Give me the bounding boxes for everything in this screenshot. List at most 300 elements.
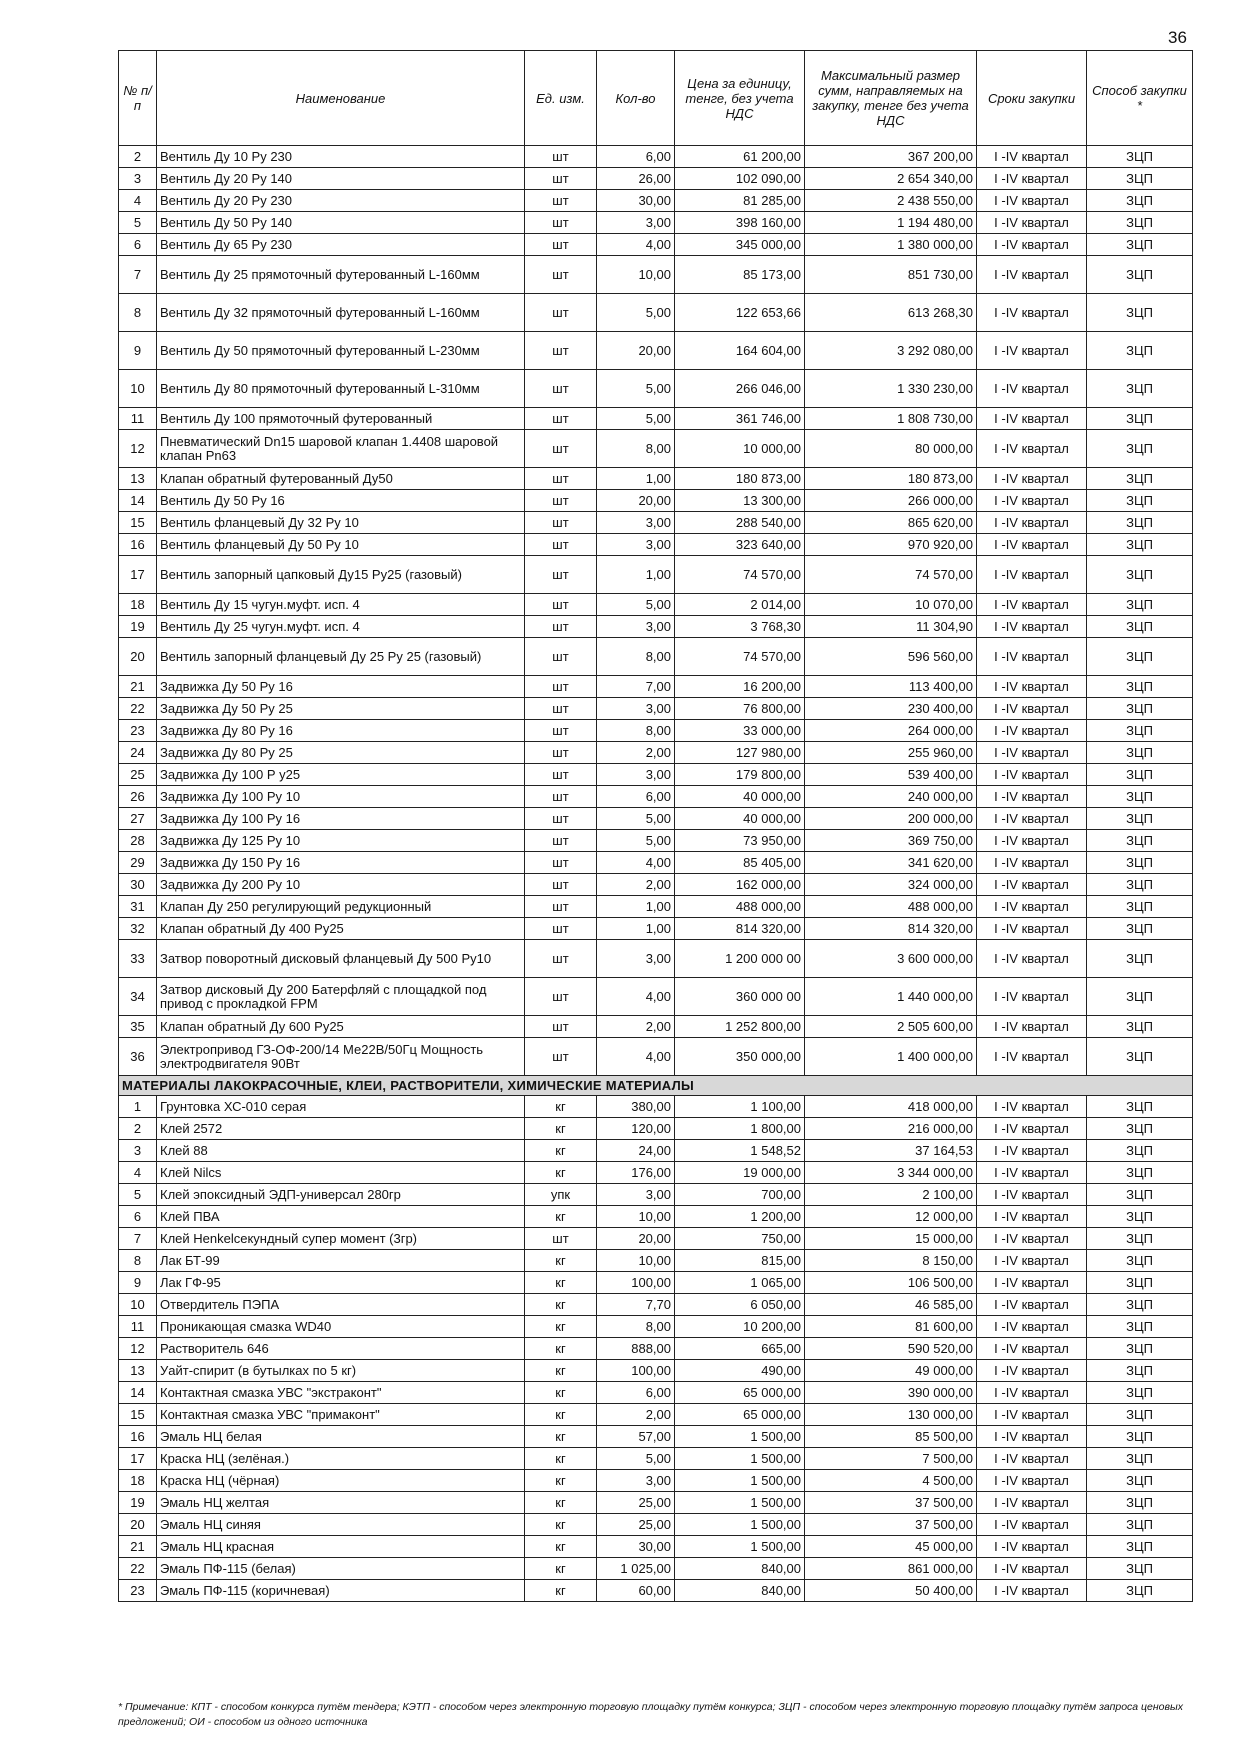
- price-cell: 65 000,00: [675, 1382, 805, 1404]
- item-name: Уайт-спирит (в бутылках по 5 кг): [157, 1360, 525, 1382]
- item-name: Задвижка Ду 80 Ру 25: [157, 742, 525, 764]
- price-cell: 73 950,00: [675, 830, 805, 852]
- method-cell: ЗЦП: [1087, 1382, 1193, 1404]
- qty-cell: 5,00: [597, 408, 675, 430]
- sum-cell: 12 000,00: [805, 1206, 977, 1228]
- term-cell: I -IV квартал: [977, 212, 1087, 234]
- term-cell: I -IV квартал: [977, 534, 1087, 556]
- item-name: Отвердитель ПЭПА: [157, 1294, 525, 1316]
- row-number: 6: [119, 1206, 157, 1228]
- price-cell: 10 200,00: [675, 1316, 805, 1338]
- item-name: Затвор дисковый Ду 200 Батерфляй с площадкой под привод с прокладкой FPM: [157, 978, 525, 1016]
- item-name: Клапан обратный Ду 400 Ру25: [157, 918, 525, 940]
- table-row: [119, 742, 1193, 764]
- term-cell: I -IV квартал: [977, 830, 1087, 852]
- row-number: 28: [119, 830, 157, 852]
- term-cell: I -IV квартал: [977, 676, 1087, 698]
- term-cell: I -IV квартал: [977, 1404, 1087, 1426]
- qty-cell: 1,00: [597, 468, 675, 490]
- table-row: [119, 146, 1193, 168]
- sum-cell: 814 320,00: [805, 918, 977, 940]
- sum-cell: 37 164,53: [805, 1140, 977, 1162]
- row-number: 34: [119, 978, 157, 1016]
- row-number: 4: [119, 190, 157, 212]
- row-number: 33: [119, 940, 157, 978]
- row-number: 10: [119, 1294, 157, 1316]
- table-row: [119, 1360, 1193, 1382]
- unit-cell: шт: [525, 556, 597, 594]
- method-cell: ЗЦП: [1087, 638, 1193, 676]
- unit-cell: шт: [525, 294, 597, 332]
- price-cell: 33 000,00: [675, 720, 805, 742]
- row-number: 27: [119, 808, 157, 830]
- unit-cell: кг: [525, 1514, 597, 1536]
- price-cell: 102 090,00: [675, 168, 805, 190]
- row-number: 31: [119, 896, 157, 918]
- row-number: 3: [119, 168, 157, 190]
- item-name: Эмаль НЦ белая: [157, 1426, 525, 1448]
- row-number: 8: [119, 1250, 157, 1272]
- method-cell: ЗЦП: [1087, 676, 1193, 698]
- price-cell: 2 014,00: [675, 594, 805, 616]
- unit-cell: шт: [525, 742, 597, 764]
- method-cell: ЗЦП: [1087, 430, 1193, 468]
- qty-cell: 100,00: [597, 1272, 675, 1294]
- price-cell: 40 000,00: [675, 808, 805, 830]
- table-row: [119, 720, 1193, 742]
- item-name: Задвижка Ду 50 Ру 16: [157, 676, 525, 698]
- table-row: [119, 512, 1193, 534]
- price-cell: 85 405,00: [675, 852, 805, 874]
- sum-cell: 324 000,00: [805, 874, 977, 896]
- qty-cell: 1,00: [597, 896, 675, 918]
- sum-cell: 8 150,00: [805, 1250, 977, 1272]
- sum-cell: 85 500,00: [805, 1426, 977, 1448]
- price-cell: 13 300,00: [675, 490, 805, 512]
- sum-cell: 1 380 000,00: [805, 234, 977, 256]
- sum-cell: 590 520,00: [805, 1338, 977, 1360]
- term-cell: I -IV квартал: [977, 808, 1087, 830]
- table-row: [119, 1514, 1193, 1536]
- sum-cell: 539 400,00: [805, 764, 977, 786]
- method-cell: ЗЦП: [1087, 294, 1193, 332]
- item-name: Клапан Ду 250 регулирующий редукционный: [157, 896, 525, 918]
- sum-cell: 2 100,00: [805, 1184, 977, 1206]
- method-cell: ЗЦП: [1087, 594, 1193, 616]
- qty-cell: 20,00: [597, 332, 675, 370]
- qty-cell: 3,00: [597, 1184, 675, 1206]
- table-row: [119, 1162, 1193, 1184]
- unit-cell: шт: [525, 190, 597, 212]
- table-row: [119, 1382, 1193, 1404]
- row-number: 35: [119, 1016, 157, 1038]
- sum-cell: 81 600,00: [805, 1316, 977, 1338]
- method-cell: ЗЦП: [1087, 212, 1193, 234]
- term-cell: I -IV квартал: [977, 1016, 1087, 1038]
- item-name: Задвижка Ду 80 Ру 16: [157, 720, 525, 742]
- price-cell: 345 000,00: [675, 234, 805, 256]
- item-name: Вентиль Ду 50 Ру 140: [157, 212, 525, 234]
- qty-cell: 5,00: [597, 830, 675, 852]
- qty-cell: 5,00: [597, 1448, 675, 1470]
- price-cell: 3 768,30: [675, 616, 805, 638]
- qty-cell: 3,00: [597, 940, 675, 978]
- price-cell: 1 500,00: [675, 1448, 805, 1470]
- price-cell: 1 548,52: [675, 1140, 805, 1162]
- header-max-sum: Максимальный размер сумм, направляемых на закупку, тенге без учета НДС: [805, 51, 977, 146]
- method-cell: ЗЦП: [1087, 896, 1193, 918]
- method-cell: ЗЦП: [1087, 512, 1193, 534]
- qty-cell: 2,00: [597, 742, 675, 764]
- term-cell: I -IV квартал: [977, 332, 1087, 370]
- term-cell: I -IV квартал: [977, 1162, 1087, 1184]
- unit-cell: кг: [525, 1118, 597, 1140]
- qty-cell: 888,00: [597, 1338, 675, 1360]
- qty-cell: 30,00: [597, 1536, 675, 1558]
- price-cell: 1 252 800,00: [675, 1016, 805, 1038]
- unit-cell: кг: [525, 1096, 597, 1118]
- table-row: [119, 1426, 1193, 1448]
- sum-cell: 369 750,00: [805, 830, 977, 852]
- unit-cell: кг: [525, 1580, 597, 1602]
- row-number: 19: [119, 1492, 157, 1514]
- table-row: [119, 1118, 1193, 1140]
- valves-section: [119, 146, 1193, 1076]
- sum-cell: 3 600 000,00: [805, 940, 977, 978]
- qty-cell: 2,00: [597, 1404, 675, 1426]
- unit-cell: шт: [525, 490, 597, 512]
- row-number: 7: [119, 256, 157, 294]
- unit-cell: шт: [525, 146, 597, 168]
- row-number: 8: [119, 294, 157, 332]
- item-name: Клапан обратный Ду 600 Ру25: [157, 1016, 525, 1038]
- term-cell: I -IV квартал: [977, 468, 1087, 490]
- section-header: [119, 1076, 1193, 1096]
- term-cell: I -IV квартал: [977, 940, 1087, 978]
- table-row: [119, 1096, 1193, 1118]
- table-row: [119, 676, 1193, 698]
- qty-cell: 100,00: [597, 1360, 675, 1382]
- item-name: Контактная смазка УВС "примаконт": [157, 1404, 525, 1426]
- table-row: [119, 638, 1193, 676]
- method-cell: ЗЦП: [1087, 808, 1193, 830]
- sum-cell: 49 000,00: [805, 1360, 977, 1382]
- header-unit: Ед. изм.: [525, 51, 597, 146]
- table-row: [119, 1184, 1193, 1206]
- method-cell: ЗЦП: [1087, 332, 1193, 370]
- sum-cell: 390 000,00: [805, 1382, 977, 1404]
- table-row: [119, 1536, 1193, 1558]
- table-row: [119, 808, 1193, 830]
- header-method: Способ закупки *: [1087, 51, 1193, 146]
- method-cell: ЗЦП: [1087, 874, 1193, 896]
- unit-cell: шт: [525, 430, 597, 468]
- unit-cell: кг: [525, 1360, 597, 1382]
- method-cell: ЗЦП: [1087, 190, 1193, 212]
- item-name: Клапан обратный футерованный Ду50: [157, 468, 525, 490]
- table-row: [119, 896, 1193, 918]
- qty-cell: 6,00: [597, 786, 675, 808]
- price-cell: 16 200,00: [675, 676, 805, 698]
- unit-cell: кг: [525, 1338, 597, 1360]
- method-cell: ЗЦП: [1087, 556, 1193, 594]
- sum-cell: 230 400,00: [805, 698, 977, 720]
- unit-cell: шт: [525, 808, 597, 830]
- method-cell: ЗЦП: [1087, 1558, 1193, 1580]
- item-name: Эмаль ПФ-115 (коричневая): [157, 1580, 525, 1602]
- row-number: 14: [119, 490, 157, 512]
- unit-cell: шт: [525, 594, 597, 616]
- item-name: Проникающая смазка WD40: [157, 1316, 525, 1338]
- sum-cell: 255 960,00: [805, 742, 977, 764]
- term-cell: I -IV квартал: [977, 430, 1087, 468]
- unit-cell: шт: [525, 616, 597, 638]
- item-name: Лак ГФ-95: [157, 1272, 525, 1294]
- term-cell: I -IV квартал: [977, 594, 1087, 616]
- price-cell: 665,00: [675, 1338, 805, 1360]
- price-cell: 490,00: [675, 1360, 805, 1382]
- method-cell: ЗЦП: [1087, 1038, 1193, 1076]
- procurement-table: [118, 50, 1193, 1602]
- row-number: 18: [119, 594, 157, 616]
- method-cell: ЗЦП: [1087, 1250, 1193, 1272]
- term-cell: I -IV квартал: [977, 1118, 1087, 1140]
- qty-cell: 3,00: [597, 616, 675, 638]
- row-number: 21: [119, 676, 157, 698]
- unit-cell: шт: [525, 408, 597, 430]
- item-name: Эмаль НЦ желтая: [157, 1492, 525, 1514]
- qty-cell: 10,00: [597, 256, 675, 294]
- item-name: Вентиль запорный цапковый Ду15 Ру25 (газовый): [157, 556, 525, 594]
- qty-cell: 4,00: [597, 1038, 675, 1076]
- row-number: 3: [119, 1140, 157, 1162]
- sum-cell: 264 000,00: [805, 720, 977, 742]
- table-row: [119, 616, 1193, 638]
- price-cell: 1 500,00: [675, 1426, 805, 1448]
- page-number: 36: [1168, 28, 1187, 47]
- qty-cell: 3,00: [597, 212, 675, 234]
- footnote: * Примечание: КПТ - способом конкурса путём тендера; КЭТП - способом через электронную торговую площадку путём конкурса; ЗЦП - способом через электронную торговую площадку путём запроса ценовых предложений; ОИ - способом из одного источника: [118, 1701, 1183, 1728]
- method-cell: ЗЦП: [1087, 1228, 1193, 1250]
- qty-cell: 1 025,00: [597, 1558, 675, 1580]
- method-cell: ЗЦП: [1087, 1514, 1193, 1536]
- row-number: 13: [119, 1360, 157, 1382]
- table-row: [119, 234, 1193, 256]
- unit-cell: кг: [525, 1316, 597, 1338]
- method-cell: ЗЦП: [1087, 1360, 1193, 1382]
- table-row: [119, 1316, 1193, 1338]
- unit-cell: кг: [525, 1206, 597, 1228]
- sum-cell: 45 000,00: [805, 1536, 977, 1558]
- method-cell: ЗЦП: [1087, 1470, 1193, 1492]
- method-cell: ЗЦП: [1087, 940, 1193, 978]
- method-cell: ЗЦП: [1087, 408, 1193, 430]
- term-cell: I -IV квартал: [977, 512, 1087, 534]
- term-cell: I -IV квартал: [977, 234, 1087, 256]
- term-cell: I -IV квартал: [977, 852, 1087, 874]
- term-cell: I -IV квартал: [977, 1470, 1087, 1492]
- method-cell: ЗЦП: [1087, 1580, 1193, 1602]
- unit-cell: кг: [525, 1426, 597, 1448]
- price-cell: 1 200 000 00: [675, 940, 805, 978]
- term-cell: I -IV квартал: [977, 1536, 1087, 1558]
- method-cell: ЗЦП: [1087, 1338, 1193, 1360]
- row-number: 9: [119, 1272, 157, 1294]
- row-number: 17: [119, 1448, 157, 1470]
- price-cell: 180 873,00: [675, 468, 805, 490]
- method-cell: ЗЦП: [1087, 1316, 1193, 1338]
- term-cell: I -IV квартал: [977, 764, 1087, 786]
- sum-cell: 240 000,00: [805, 786, 977, 808]
- item-name: Вентиль Ду 32 прямоточный футерованный L-160мм: [157, 294, 525, 332]
- item-name: Контактная смазка УВС "экстраконт": [157, 1382, 525, 1404]
- table-row: [119, 786, 1193, 808]
- unit-cell: шт: [525, 212, 597, 234]
- table-row: [119, 1228, 1193, 1250]
- method-cell: ЗЦП: [1087, 786, 1193, 808]
- item-name: Задвижка Ду 50 Ру 25: [157, 698, 525, 720]
- sum-cell: 1 808 730,00: [805, 408, 977, 430]
- row-number: 20: [119, 638, 157, 676]
- sum-cell: 341 620,00: [805, 852, 977, 874]
- item-name: Клей ПВА: [157, 1206, 525, 1228]
- unit-cell: шт: [525, 1038, 597, 1076]
- table-row: [119, 1250, 1193, 1272]
- item-name: Растворитель 646: [157, 1338, 525, 1360]
- qty-cell: 20,00: [597, 1228, 675, 1250]
- item-name: Задвижка Ду 100 Ру 10: [157, 786, 525, 808]
- qty-cell: 4,00: [597, 978, 675, 1016]
- unit-cell: шт: [525, 1228, 597, 1250]
- price-cell: 1 500,00: [675, 1536, 805, 1558]
- term-cell: I -IV квартал: [977, 1250, 1087, 1272]
- sum-cell: 367 200,00: [805, 146, 977, 168]
- qty-cell: 7,00: [597, 676, 675, 698]
- qty-cell: 3,00: [597, 1470, 675, 1492]
- qty-cell: 5,00: [597, 808, 675, 830]
- qty-cell: 176,00: [597, 1162, 675, 1184]
- table-row: [119, 1580, 1193, 1602]
- price-cell: 1 065,00: [675, 1272, 805, 1294]
- unit-cell: кг: [525, 1140, 597, 1162]
- item-name: Краска НЦ (чёрная): [157, 1470, 525, 1492]
- price-cell: 74 570,00: [675, 556, 805, 594]
- price-cell: 398 160,00: [675, 212, 805, 234]
- section-row: [119, 1076, 1193, 1096]
- table-row: [119, 294, 1193, 332]
- term-cell: I -IV квартал: [977, 1448, 1087, 1470]
- item-name: Вентиль Ду 10 Ру 230: [157, 146, 525, 168]
- unit-cell: шт: [525, 676, 597, 698]
- row-number: 18: [119, 1470, 157, 1492]
- row-number: 6: [119, 234, 157, 256]
- item-name: Вентиль Ду 50 прямоточный футерованный L-230мм: [157, 332, 525, 370]
- table-row: [119, 698, 1193, 720]
- row-number: 11: [119, 408, 157, 430]
- price-cell: 76 800,00: [675, 698, 805, 720]
- item-name: Клей 88: [157, 1140, 525, 1162]
- qty-cell: 4,00: [597, 852, 675, 874]
- sum-cell: 10 070,00: [805, 594, 977, 616]
- unit-cell: шт: [525, 512, 597, 534]
- price-cell: 19 000,00: [675, 1162, 805, 1184]
- unit-cell: шт: [525, 698, 597, 720]
- price-cell: 164 604,00: [675, 332, 805, 370]
- header-num: № п/п: [119, 51, 157, 146]
- qty-cell: 6,00: [597, 146, 675, 168]
- sum-cell: 970 920,00: [805, 534, 977, 556]
- sum-cell: 1 194 480,00: [805, 212, 977, 234]
- term-cell: I -IV квартал: [977, 146, 1087, 168]
- qty-cell: 8,00: [597, 720, 675, 742]
- sum-cell: 1 330 230,00: [805, 370, 977, 408]
- table-row: [119, 1404, 1193, 1426]
- unit-cell: шт: [525, 638, 597, 676]
- row-number: 14: [119, 1382, 157, 1404]
- row-number: 26: [119, 786, 157, 808]
- row-number: 12: [119, 1338, 157, 1360]
- table-row: [119, 1448, 1193, 1470]
- method-cell: ЗЦП: [1087, 698, 1193, 720]
- qty-cell: 1,00: [597, 556, 675, 594]
- table-row: [119, 490, 1193, 512]
- price-cell: 840,00: [675, 1580, 805, 1602]
- unit-cell: упк: [525, 1184, 597, 1206]
- item-name: Вентиль Ду 15 чугун.муфт. исп. 4: [157, 594, 525, 616]
- qty-cell: 3,00: [597, 534, 675, 556]
- price-cell: 85 173,00: [675, 256, 805, 294]
- table-row: [119, 874, 1193, 896]
- table-row: [119, 1038, 1193, 1076]
- sum-cell: 613 268,30: [805, 294, 977, 332]
- table-row: [119, 1206, 1193, 1228]
- section-title: МАТЕРИАЛЫ ЛАКОКРАСОЧНЫЕ, КЛЕИ, РАСТВОРИТЕЛИ, ХИМИЧЕСКИЕ МАТЕРИАЛЫ: [119, 1076, 1193, 1096]
- method-cell: ЗЦП: [1087, 1272, 1193, 1294]
- sum-cell: 80 000,00: [805, 430, 977, 468]
- table-row: [119, 1492, 1193, 1514]
- term-cell: I -IV квартал: [977, 1492, 1087, 1514]
- price-cell: 1 500,00: [675, 1470, 805, 1492]
- sum-cell: 596 560,00: [805, 638, 977, 676]
- row-number: 21: [119, 1536, 157, 1558]
- sum-cell: 180 873,00: [805, 468, 977, 490]
- table-row: [119, 918, 1193, 940]
- sum-cell: 113 400,00: [805, 676, 977, 698]
- term-cell: I -IV квартал: [977, 874, 1087, 896]
- row-number: 2: [119, 146, 157, 168]
- item-name: Вентиль фланцевый Ду 50 Ру 10: [157, 534, 525, 556]
- price-cell: 361 746,00: [675, 408, 805, 430]
- materials-section: [119, 1096, 1193, 1602]
- method-cell: ЗЦП: [1087, 1404, 1193, 1426]
- qty-cell: 20,00: [597, 490, 675, 512]
- item-name: Пневматический Dn15 шаровой клапан 1.4408 шаровой клапан Pn63: [157, 430, 525, 468]
- unit-cell: шт: [525, 764, 597, 786]
- sum-cell: 2 438 550,00: [805, 190, 977, 212]
- unit-cell: шт: [525, 896, 597, 918]
- term-cell: I -IV квартал: [977, 1338, 1087, 1360]
- price-cell: 488 000,00: [675, 896, 805, 918]
- term-cell: I -IV квартал: [977, 742, 1087, 764]
- item-name: Задвижка Ду 125 Ру 10: [157, 830, 525, 852]
- price-cell: 127 980,00: [675, 742, 805, 764]
- qty-cell: 2,00: [597, 874, 675, 896]
- row-number: 22: [119, 698, 157, 720]
- price-cell: 288 540,00: [675, 512, 805, 534]
- qty-cell: 30,00: [597, 190, 675, 212]
- term-cell: I -IV квартал: [977, 1580, 1087, 1602]
- sum-cell: 418 000,00: [805, 1096, 977, 1118]
